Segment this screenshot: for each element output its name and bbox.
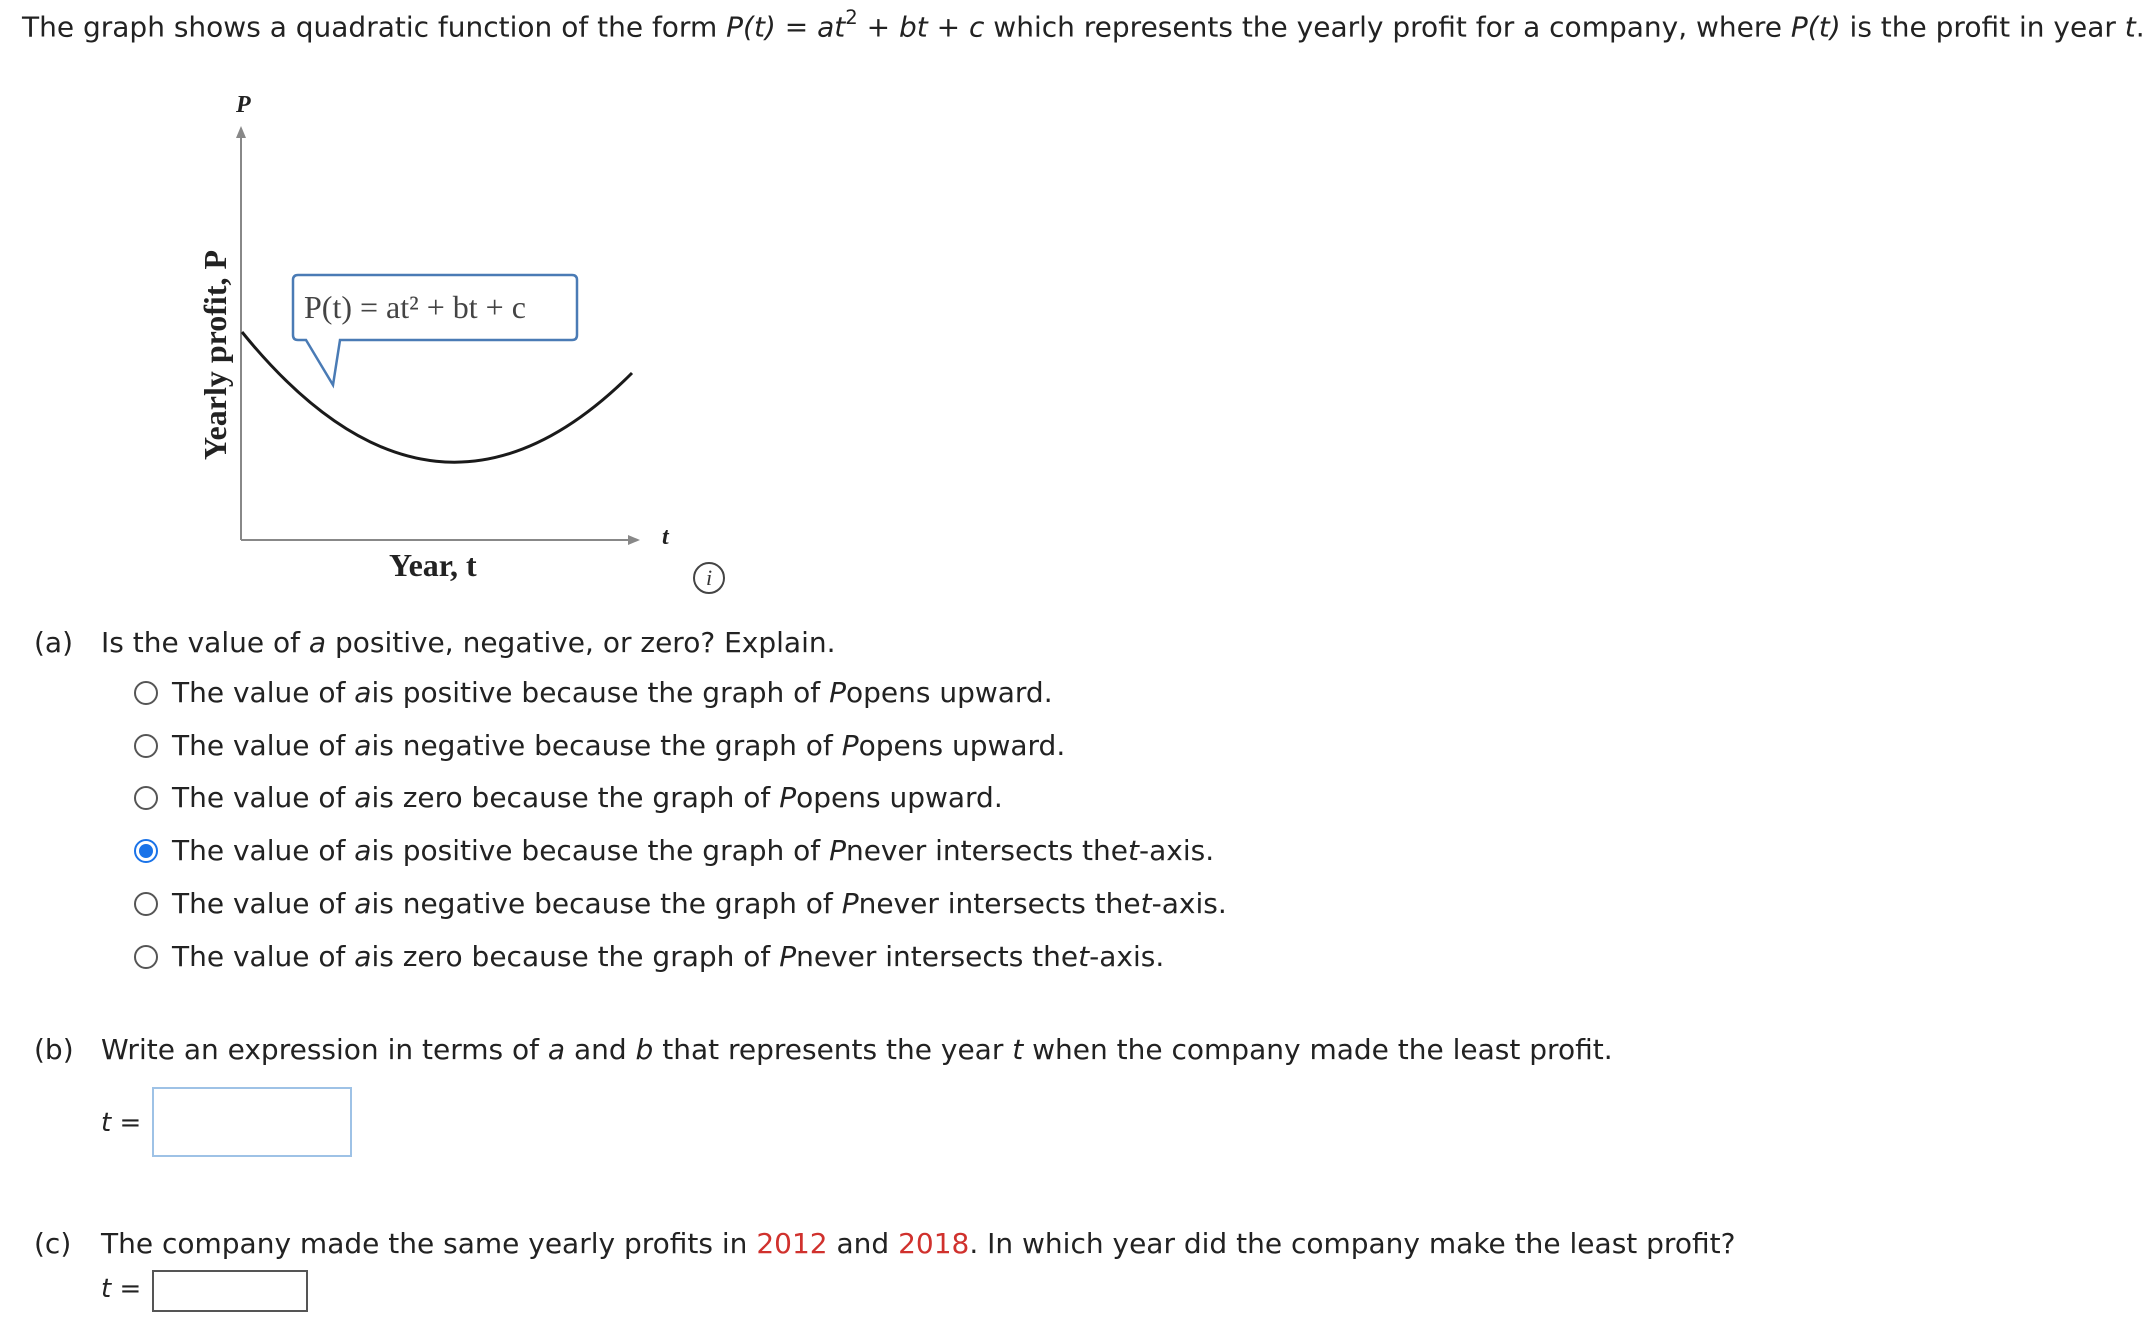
radio-button[interactable] [134, 681, 158, 705]
option-var2: P [829, 834, 846, 867]
option-var3: t [1140, 887, 1152, 920]
option-text-end: opens upward. [796, 781, 1003, 814]
option-var: a [354, 781, 372, 814]
option-var: a [354, 729, 372, 762]
question-text: Is the value of [101, 626, 309, 659]
question-var: a [308, 626, 327, 659]
option-4[interactable] [134, 834, 1214, 867]
part-a-label: (a) [34, 626, 74, 659]
year-2: 2018 [898, 1227, 970, 1260]
question-text: The company made the same yearly profits in [101, 1227, 757, 1260]
intro-eq: = [775, 10, 818, 44]
x-axis-label: Year, t [389, 547, 477, 583]
option-text-mid: is positive because the graph of [371, 834, 821, 867]
question-var-b: b [635, 1033, 654, 1066]
intro-text: The graph shows a quadratic function of the form [22, 10, 727, 44]
part-c-answer-label [101, 1274, 141, 1304]
question-text-2: and [565, 1033, 636, 1066]
part-b-label: (b) [34, 1033, 74, 1066]
option-text-end: opens upward. [845, 676, 1053, 709]
option-text-mid: is negative because the graph of [371, 887, 833, 920]
option-text-mid: is zero because the graph of [371, 940, 771, 973]
option-2[interactable] [134, 729, 1065, 762]
y-axis-arrow [236, 126, 246, 138]
intro-func: P(t) [726, 10, 776, 44]
option-var3: t [1128, 834, 1139, 867]
option-text-tail: -axis. [1089, 940, 1165, 973]
intro-t: t [2124, 10, 2136, 44]
option-text: The value of [172, 940, 346, 973]
option-var2: P [779, 940, 797, 973]
question-text: Write an expression in terms of [101, 1033, 548, 1066]
option-text: The value of [172, 676, 346, 709]
option-text-end: never intersects the [845, 834, 1129, 867]
intro-pt: P(t) [1790, 10, 1841, 44]
option-text: The value of [172, 729, 346, 762]
part-b-question [101, 1033, 1613, 1066]
option-5[interactable] [134, 887, 1227, 920]
radio-button[interactable] [134, 892, 158, 916]
y-axis-label: Yearly profit, P [197, 249, 233, 460]
x-axis-arrow [628, 535, 640, 545]
part-b-answer-label [101, 1108, 141, 1138]
intro-text-3: is the profit in year [1840, 10, 2125, 44]
option-var2: P [841, 887, 859, 920]
intro-exp: 2 [845, 6, 858, 29]
part-c-label: (c) [34, 1227, 72, 1260]
option-text-mid: is negative because the graph of [371, 729, 833, 762]
callout-equation: P(t) = at² + bt + c [304, 289, 526, 325]
profit-curve [242, 332, 632, 462]
radio-button[interactable] [134, 734, 158, 758]
option-text-mid: is zero because the graph of [371, 781, 771, 814]
question-text-end: positive, negative, or zero? Explain. [326, 626, 836, 659]
option-text-end: opens upward. [858, 729, 1066, 762]
option-1[interactable] [134, 676, 1053, 709]
answer-eq: = [111, 1108, 142, 1138]
question-text-3: that represents the year [653, 1033, 1013, 1066]
intro-func-rest: + bt + c [857, 10, 985, 44]
intro-func-a: at [817, 10, 846, 44]
radio-button[interactable] [134, 786, 158, 810]
option-var2: P [779, 781, 797, 814]
option-text-end: never intersects the [858, 887, 1141, 920]
question-text-2: and [827, 1227, 899, 1260]
option-6[interactable] [134, 940, 1164, 973]
option-text: The value of [172, 887, 346, 920]
answer-eq: = [111, 1274, 142, 1304]
option-var: a [354, 834, 372, 867]
option-3[interactable] [134, 781, 1003, 814]
year-1: 2012 [756, 1227, 828, 1260]
option-text: The value of [172, 781, 346, 814]
option-var2: P [841, 729, 859, 762]
question-var-t: t [1012, 1033, 1024, 1066]
answer-var: t [101, 1274, 112, 1304]
answer-var: t [101, 1108, 112, 1138]
info-icon[interactable]: i [693, 562, 725, 594]
option-text-end: never intersects the [796, 940, 1079, 973]
option-var: a [354, 676, 372, 709]
option-var3: t [1078, 940, 1090, 973]
option-var: a [354, 940, 372, 973]
question-text-4: when the company made the least profit. [1023, 1033, 1613, 1066]
problem-intro [22, 8, 2145, 43]
part-a-question [101, 626, 836, 659]
part-c-answer-input[interactable] [152, 1270, 308, 1312]
question-text-3: . In which year did the company make the least profit? [969, 1227, 1736, 1260]
option-text: The value of [172, 834, 346, 867]
question-var-a: a [547, 1033, 566, 1066]
option-var: a [354, 887, 372, 920]
y-axis-letter: P [236, 92, 251, 118]
option-var2: P [829, 676, 846, 709]
part-c-question [101, 1227, 1735, 1260]
intro-text-2: which represents the yearly profit for a company, where [984, 10, 1791, 44]
option-text-tail: -axis. [1139, 834, 1215, 867]
x-axis-letter: t [662, 524, 669, 550]
option-text-tail: -axis. [1151, 887, 1227, 920]
profit-graph [180, 80, 720, 610]
radio-button[interactable] [134, 945, 158, 969]
intro-text-4: . [2135, 10, 2145, 44]
option-text-mid: is positive because the graph of [371, 676, 821, 709]
radio-button-selected[interactable] [134, 839, 158, 863]
part-b-answer-input[interactable] [152, 1087, 352, 1157]
